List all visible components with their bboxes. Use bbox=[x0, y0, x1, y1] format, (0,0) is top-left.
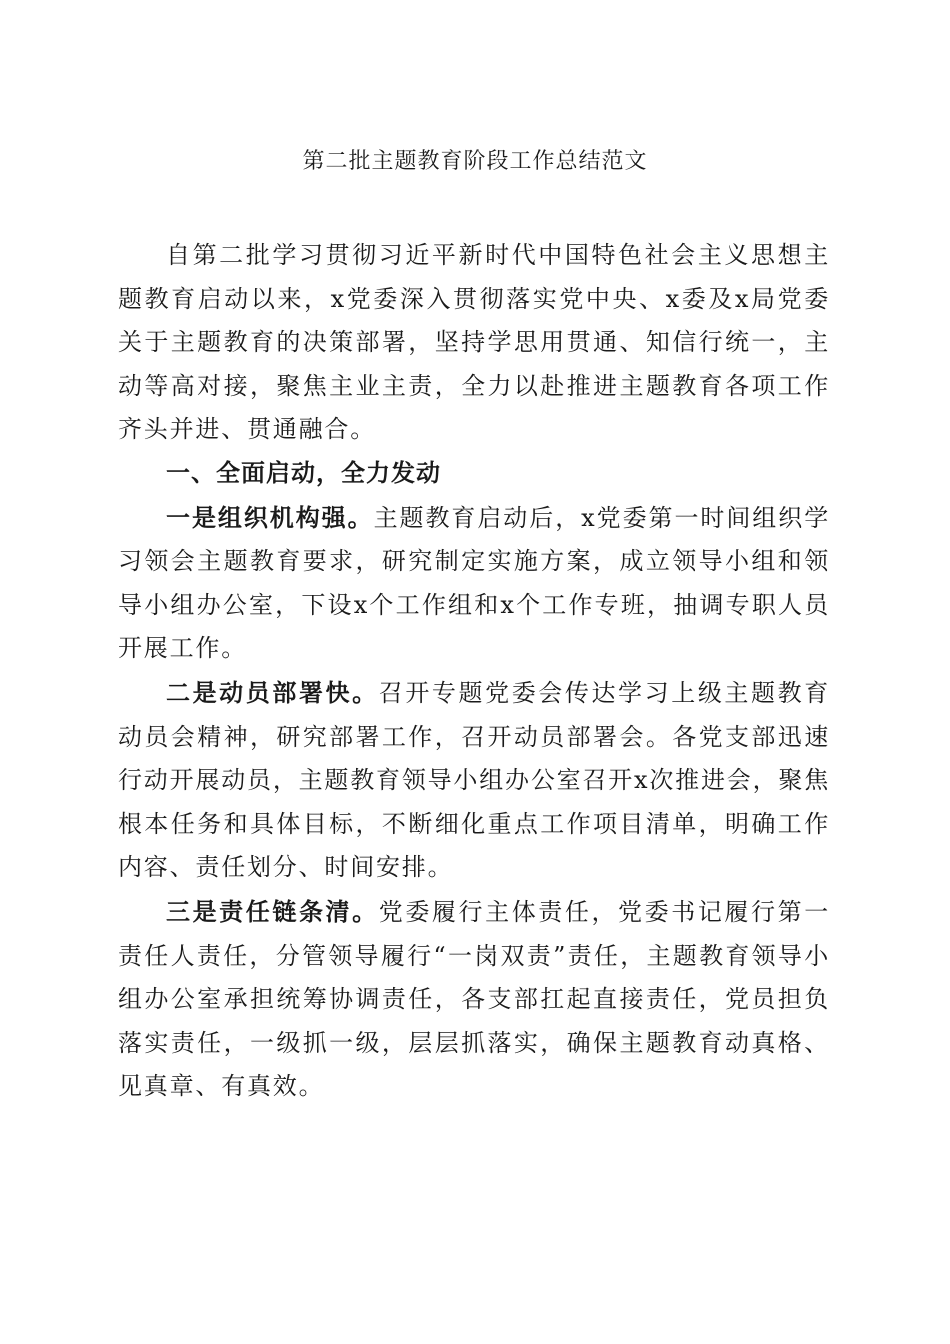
item-lead-1: 一是组织机构强。 bbox=[166, 502, 374, 532]
document-body bbox=[118, 234, 830, 1109]
item-text-3: 党委履行主体责任，党委书记履行第一责任人责任，分管领导履行“一岗双责”责任，主题教育领导小组办公室承担统筹协调责任，各支部扛起直接责任，党员担负落实责任，一级抓一级，层层抓落实，确保主题教育动真格、见真章、有真效。 bbox=[118, 897, 830, 1101]
section-heading-1: 一、全面启动，全力发动 bbox=[166, 458, 441, 487]
item-paragraph-1 bbox=[118, 496, 830, 671]
intro-paragraph: 自第二批学习贯彻习近平新时代中国特色社会主义思想主题教育启动以来，x党委深入贯彻落实党中央、x委及x局党委关于主题教育的决策部署，坚持学思用贯通、知信行统一，主动等高对接，聚焦主业主责，全力以赴推进主题教育各项工作齐头并进、贯通融合。 bbox=[118, 241, 830, 444]
document-title: 第二批主题教育阶段工作总结范文 bbox=[302, 149, 648, 174]
item-lead-3: 三是责任链条清。 bbox=[166, 896, 379, 926]
item-paragraph-3 bbox=[118, 890, 830, 1109]
item-lead-2: 二是动员部署快。 bbox=[166, 677, 379, 707]
item-paragraph-2 bbox=[118, 671, 830, 890]
item-text-1: 主题教育启动后，x党委第一时间组织学习领会主题教育要求，研究制定实施方案，成立领导小组和领导小组办公室，下设x个工作组和x个工作专班，抽调专职人员开展工作。 bbox=[118, 503, 830, 663]
item-text-2: 召开专题党委会传达学习上级主题教育动员会精神，研究部署工作，召开动员部署会。各党支部迅速行动开展动员，主题教育领导小组办公室召开x次推进会，聚焦根本任务和具体目标，不断细化重点工作项目清单，明确工作内容、责任划分、时间安排。 bbox=[118, 678, 830, 882]
